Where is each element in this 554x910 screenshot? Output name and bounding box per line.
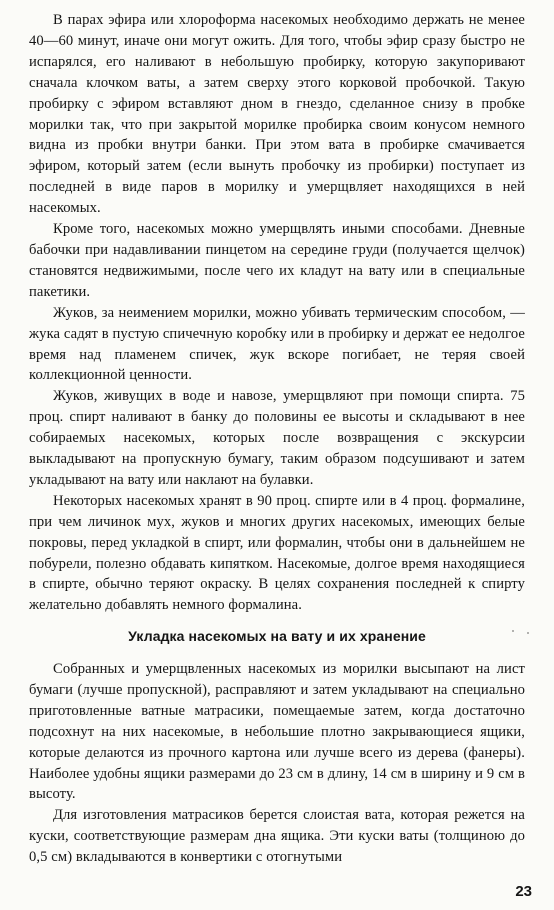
print-speck (527, 632, 529, 634)
paragraph: Некоторых насекомых хранят в 90 проц. спирте или в 4 проц. формалине, при чем личинок мух, жуков и многих других насекомых, имеющих белые покровы, перед укладкой в спирт, или формалин, чтобы они в дальнейшем не побурели, полезно обдавать кипятком. Насекомые, долгое время находящиеся в спирте, обычно теряют окраску. В целях сохранения последней к спирту желательно добавлять немного формалина. (29, 492, 525, 614)
page-number: 23 (515, 883, 532, 900)
text-block-top (29, 10, 525, 616)
paragraph: Для изготовления матрасиков берется слоистая вата, которая режется на куски, соответствующие размерам дна ящика. Эти куски ваты (толщиною до 0,5 см) вкладываются в конвертики с отогнутыми (29, 807, 525, 866)
print-speck (512, 630, 514, 632)
paragraph: Собранных и умерщвленных насекомых из морилки высыпают на лист бумаги (лучше пропускной), расправляют и затем укладывают на специально приготовленные ватные матрасики, помещаемые затем, когда достаточно подсохнут на них насекомые, в небольшие плотно закрывающиеся ящики, которые делаются из прочного картона или лучше всего из дерева (фанеры). Наиболее удобны ящики размерами до 23 см в длину, 14 см в ширину и 9 см в высоту. (29, 661, 525, 803)
paragraph: Кроме того, насекомых можно умерщвлять иными способами. Дневные бабочки при надавливании пинцетом на середине груди (получается щелчок) становятся недвижимыми, после чего их кладут на вату или в специальные пакетики. (29, 221, 525, 300)
text-block-bottom (29, 659, 525, 868)
section-heading: Укладка насекомых на вату и их хранение (128, 628, 426, 644)
paragraph: В парах эфира или хлороформа насекомых необходимо держать не менее 40—60 минут, иначе они могут ожить. Для того, чтобы эфир сразу быстро не испарялся, его наливают в небольшую пробирку, которую закупоривают сначала клочком ваты, а затем сверху этого корковой пробочкой. Такую пробирку с эфиром вставляют дном в гнездо, сделанное снизу в пробке морилки так, что при закрытой морилке пробирка своим конусом немного видна из пробки внутри банки. При этом вата в пробирке смачивается эфиром, который затем (если вынуть пробочку из пробирки) поступает из последней в виде паров в морилку и умерщвляет находящихся в ней насекомых. (29, 12, 525, 217)
paragraph: Жуков, за неимением морилки, можно убивать термическим способом, — жука садят в пустую спичечную коробку или в пробирку и держат ее недолгое время над пламенем спичек, жук вскоре погибает, не теряя своей коллекционной ценности. (29, 304, 525, 384)
paragraph: Жуков, живущих в воде и навозе, умерщвляют при помощи спирта. 75 проц. спирт наливают в банку до половины ее высоты и складывают в нее собираемых насекомых, которых после возвращения с экскурсии выкладывают на пропускную бумагу, таким образом подсушивают и затем укладывают на вату или наклают на булавки. (29, 388, 525, 488)
